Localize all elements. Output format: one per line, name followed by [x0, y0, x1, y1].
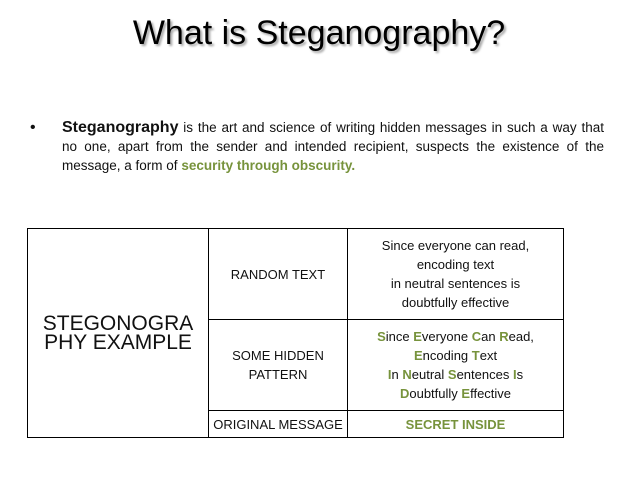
- pattern-text: eutral: [411, 367, 448, 383]
- definition-bullet: [30, 118, 604, 175]
- definition-highlight: security through obscurity.: [181, 158, 356, 173]
- original-message-cell: SECRET INSIDE: [348, 411, 564, 438]
- steganography-example-table: [27, 228, 564, 438]
- definition-text: [62, 118, 604, 175]
- hidden-letter: R: [499, 329, 509, 345]
- row-label-hidden-pattern: SOME HIDDEN PATTERN: [209, 320, 348, 411]
- hidden-letter: S: [447, 367, 457, 383]
- random-text-line: doubtfully effective: [401, 295, 510, 310]
- hidden-pattern-line: [352, 327, 559, 346]
- definition-body: is the art and science of writing hidden messages in such a way that no one, apart from the sender and intended recipient, suspects the existence of the message, a form of: [62, 120, 604, 173]
- pattern-text: n: [391, 367, 403, 383]
- hidden-letter: S: [377, 329, 386, 345]
- random-text-line: encoding text: [416, 257, 495, 272]
- hidden-letter: E: [413, 329, 422, 345]
- row-label-random-text: RANDOM TEXT: [209, 229, 348, 320]
- hidden-letter: E: [461, 386, 471, 402]
- pattern-text: ince: [385, 329, 414, 345]
- random-text-line: in neutral sentences is: [390, 276, 521, 291]
- hidden-pattern-line: [352, 384, 559, 403]
- hidden-pattern-line: [352, 346, 559, 365]
- random-text-line: Since everyone can read,: [381, 238, 530, 253]
- hidden-pattern-line: [352, 365, 559, 384]
- row-label-original-message: ORIGINAL MESSAGE: [209, 411, 348, 438]
- pattern-text: ncoding: [422, 348, 472, 364]
- random-text-cell: [348, 229, 564, 320]
- hidden-letter: C: [471, 329, 482, 345]
- pattern-text: s: [516, 367, 524, 383]
- definition-term: Steganography: [62, 119, 179, 136]
- hidden-letter: I: [387, 367, 392, 383]
- hidden-pattern-cell: [348, 320, 564, 411]
- hidden-letter: E: [413, 348, 423, 364]
- pattern-text: veryone: [421, 329, 472, 345]
- slide-title: What is Steganography?: [132, 14, 506, 52]
- hidden-letter: N: [402, 367, 412, 383]
- bullet-dot-icon: •: [30, 119, 36, 136]
- hidden-letter: D: [399, 386, 410, 402]
- example-label-cell: STEGONOGRA PHY EXAMPLE: [28, 229, 209, 438]
- pattern-text: an: [481, 329, 500, 345]
- pattern-text: entences: [456, 367, 513, 383]
- table-row: [28, 229, 564, 320]
- pattern-text: oubtfully: [409, 386, 462, 402]
- pattern-text: ead,: [508, 329, 534, 345]
- hidden-letter: T: [471, 348, 480, 364]
- pattern-text: ext: [479, 348, 498, 364]
- hidden-letter: I: [512, 367, 517, 383]
- pattern-text: ffective: [470, 386, 512, 402]
